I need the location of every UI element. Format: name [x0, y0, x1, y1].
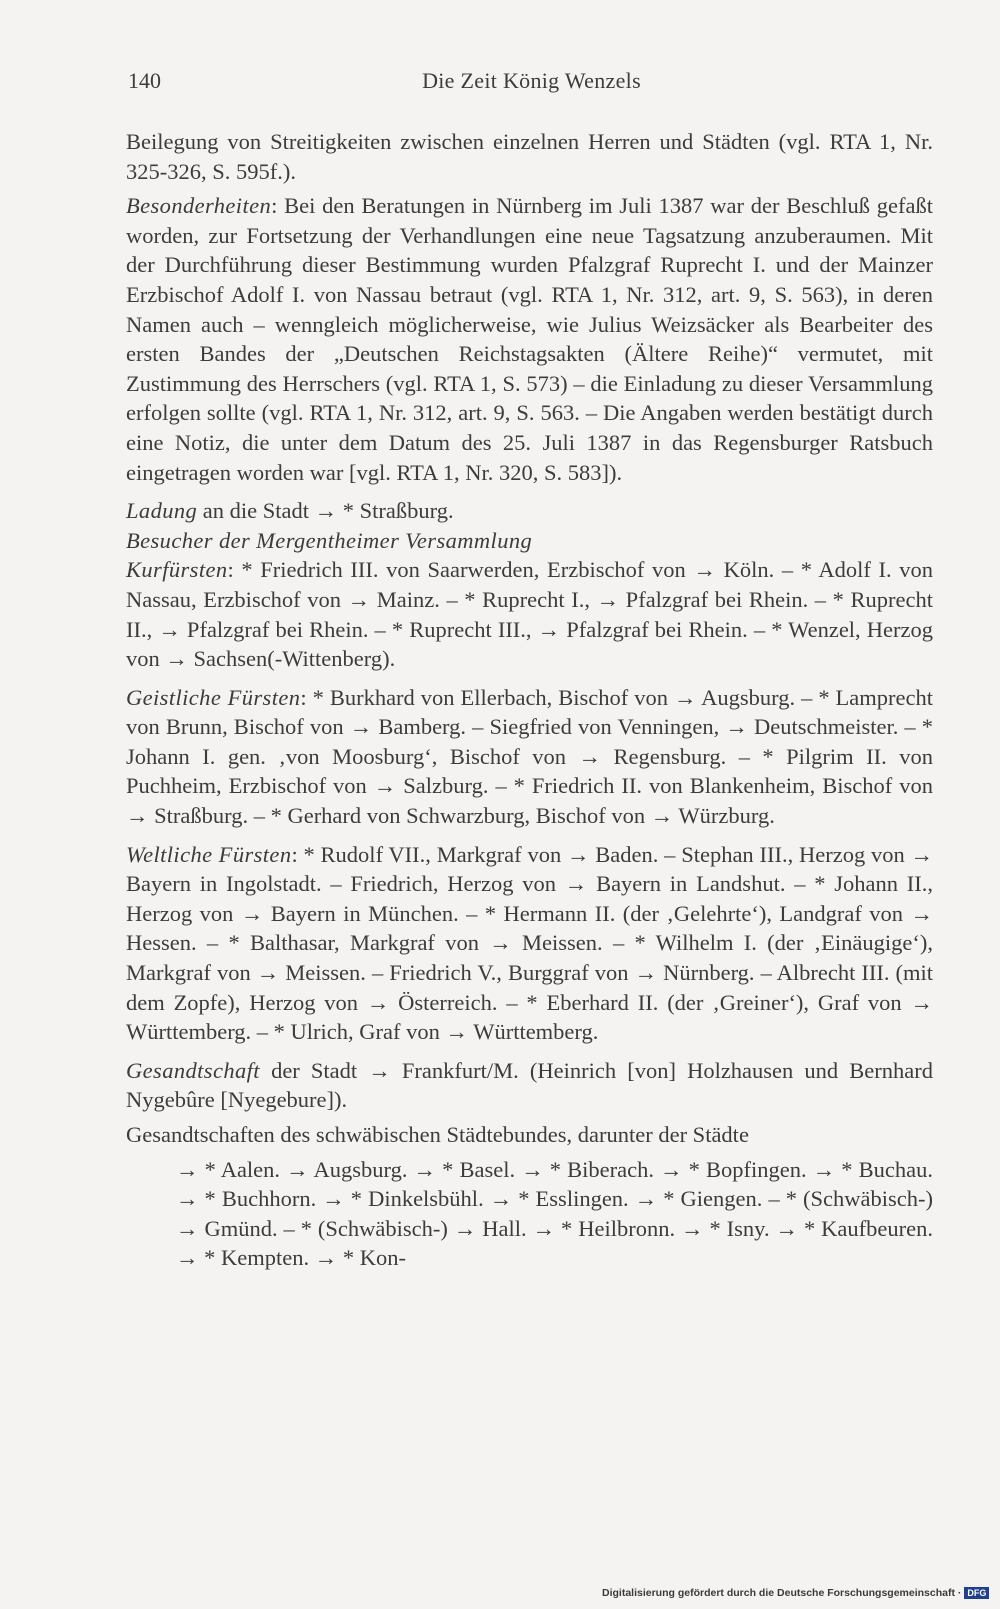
- text-spiritual-princes: : * Burkhard von Ellerbach, Bischof von → Augsburg. – * Lamprecht von Brunn, Bischof von → Bamberg. – Siegfried von Venningen, → Deutschmeister. – * Johann I. gen. ‚von Moosburg‘, Bischof von → Regensburg. – * Pilgrim II. von Puchheim, Erzbischof von → Salzburg. – * Friedrich II. von Blankenheim, Bischof von → Straßburg. – * Gerhard von Schwarzburg, Bischof von → Würzburg.: [126, 684, 933, 829]
- page-header: [128, 68, 935, 108]
- label-embassy: Gesandtschaft: [126, 1057, 260, 1083]
- text-special-features: : Bei den Beratungen in Nürnberg im Juli 1387 war der Beschluß gefaßt worden, zur Fortsetzung der Verhandlungen eine neue Tagsatzung anzuberaumen. Mit der Durchführung dieser Bestimmung wurden Pfalzgraf Ruprecht I. und der Mainzer Erzbischof Adolf I. von Nassau betraut (vgl. RTA 1, Nr. 312, art. 9, S. 563), in deren Namen auch – wenngleich möglicherweise, wie Julius Weizsäcker als Bearbeiter des ersten Bandes der „Deutschen Reichstagsakten (Ältere Reihe)“ vermutet, mit Zustimmung des Herrschers (vgl. RTA 1, S. 573) – die Einladung zu dieser Versammlung erfolgen sollte (vgl. RTA 1, Nr. 312, art. 9, S. 563. – Die Angaben werden bestätigt durch eine Notiz, die unter dem Datum des 25. Juli 1387 in das Regensburger Ratsbuch eingetragen worden war [vgl. RTA 1, Nr. 320, S. 583]).: [126, 193, 933, 485]
- label-secular-princes: Weltliche Fürsten: [126, 841, 292, 867]
- body-text: [126, 127, 933, 1273]
- label-electors: Kurfürsten: [126, 557, 228, 583]
- running-title: Die Zeit König Wenzels: [422, 68, 641, 93]
- label-summons: Ladung: [126, 498, 198, 524]
- heading-attendees: Besucher der Mergentheimer Versammlung: [126, 527, 533, 553]
- paragraph-secular-princes: [126, 840, 933, 1047]
- text-summons: an die Stadt → * Straßburg.: [197, 498, 454, 524]
- paragraph-town-list: → * Aalen. → Augsburg. → * Basel. → * Biberach. → * Bopfingen. → * Buchau. → * Buchhorn. → * Dinkelsbühl. → * Esslingen. → * Giengen. – * (Schwäbisch-) → Gmünd. – * (Schwäbisch-) → Hall. → * Heilbronn. → * Isny. → * Kaufbeuren. → * Kempten. → * Kon-: [176, 1156, 933, 1271]
- paragraph-city-league: Gesandtschaften des schwäbischen Städtebundes, darunter der Städte: [126, 1122, 749, 1147]
- paragraph-electors: [126, 555, 933, 673]
- digitization-credit: [602, 1587, 989, 1599]
- paragraph-dispute-settlement: Beilegung von Streitigkeiten zwischen einzelnen Herren und Städten (vgl. RTA 1, Nr. 325-326, S. 595f.).: [126, 129, 933, 184]
- paragraph-special-features: [126, 191, 933, 487]
- text-secular-princes: : * Rudolf VII., Markgraf von → Baden. – Stephan III., Herzog von → Bayern in Ingolstadt. – Friedrich, Herzog von → Bayern in Landshut. – * Johann II., Herzog von → Bayern in München. – * Hermann II. (der ‚Gelehrte‘), Landgraf von → Hessen. – * Balthasar, Markgraf von → Meissen. – * Wilhelm I. (der ‚Einäugige‘), Markgraf von → Meissen. – Friedrich V., Burggraf von → Nürnberg. – Albrecht III. (mit dem Zopfe), Herzog von → Österreich. – * Eberhard II. (der ‚Greiner‘), Graf von → Württemberg. – * Ulrich, Graf von → Württemberg.: [126, 841, 934, 1045]
- label-spiritual-princes: Geistliche Fürsten: [126, 684, 301, 710]
- text-frankfurt-embassy: der Stadt → Frankfurt/M. (Heinrich [von] Holzhausen und Bernhard Nygebûre [Nyegebure]).: [126, 1057, 933, 1113]
- dfg-logo: DFG: [964, 1587, 989, 1599]
- paragraph-spiritual-princes: [126, 683, 933, 831]
- label-special-features: Besonderheiten: [126, 193, 272, 219]
- paragraph-summons: [126, 496, 933, 526]
- credit-text: Digitalisierung gefördert durch die Deutsche Forschungsgemeinschaft ·: [602, 1587, 962, 1599]
- text-electors: : * Friedrich III. von Saarwerden, Erzbischof von → Köln. – * Adolf I. von Nassau, Erzbischof von → Mainz. – * Ruprecht I., → Pfalzgraf bei Rhein. – * Ruprecht II., → Pfalzgraf bei Rhein. – * Ruprecht III., → Pfalzgraf bei Rhein. – * Wenzel, Herzog von → Sachsen(-Wittenberg).: [126, 557, 933, 672]
- page-number: 140: [128, 68, 161, 93]
- paragraph-frankfurt-embassy: [126, 1056, 933, 1115]
